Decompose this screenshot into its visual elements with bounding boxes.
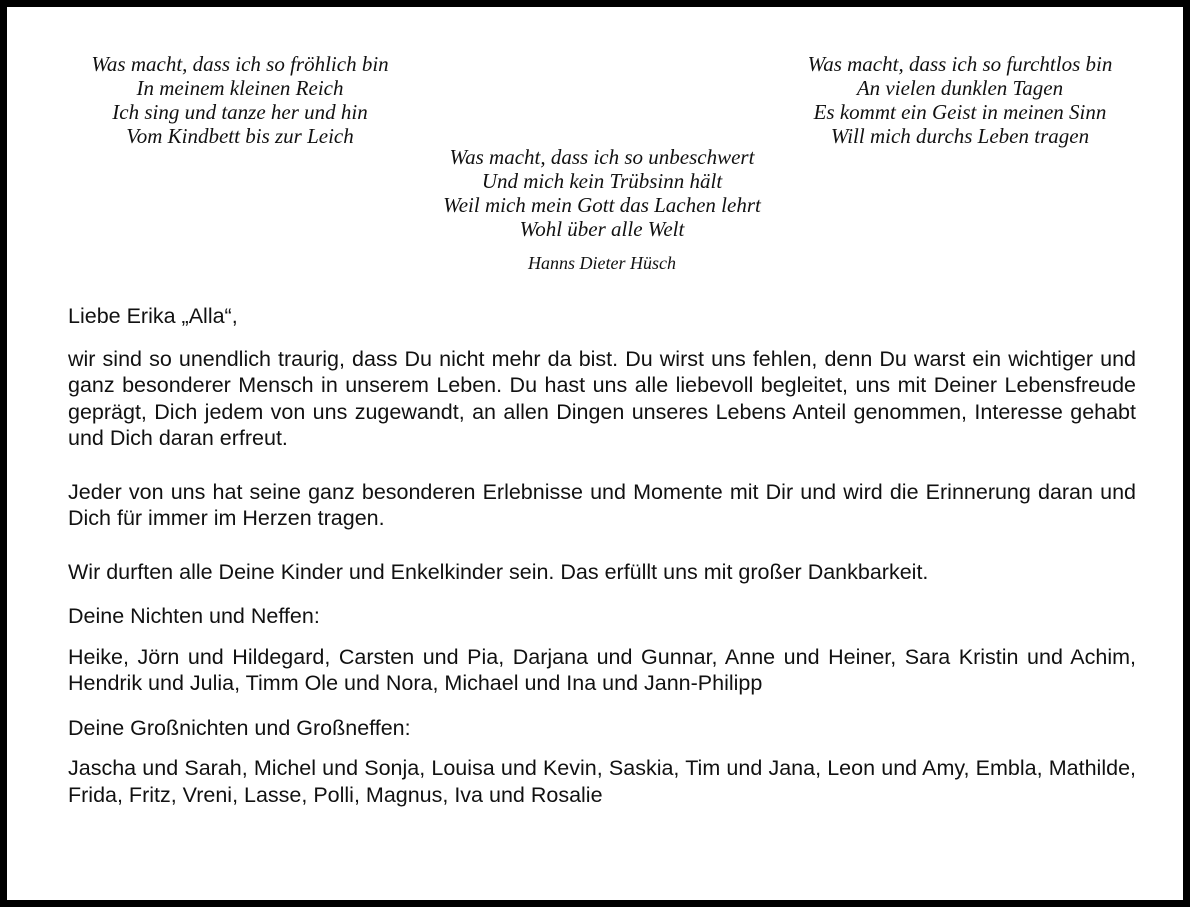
- poem-line: Wohl über alle Welt: [519, 217, 685, 241]
- nieces-names: Heike, Jörn und Hildegard, Carsten und Pia, Darjana und Gunnar, Anne und Heiner, Sara Kristin und Achim, Hendrik und Julia, Timm Ole und Nora, Michael und Ina und Jann-Philipp: [68, 644, 1136, 695]
- poem-line: In meinem kleinen Reich: [136, 76, 344, 100]
- poem-line: Was macht, dass ich so fröhlich bin: [91, 52, 389, 76]
- poem-author: Hanns Dieter Hüsch: [528, 253, 676, 273]
- poem-line: An vielen dunklen Tagen: [856, 76, 1064, 100]
- poem-line: Ich sing und tanze her und hin: [112, 100, 368, 124]
- letter-paragraph: Jeder von uns hat seine ganz besonderen Erlebnisse und Momente mit Dir und wird die Erinnerung daran und Dich für immer im Herzen tragen.: [68, 479, 1136, 530]
- poem-line: Und mich kein Trübsinn hält: [481, 169, 723, 193]
- nieces-heading: Deine Nichten und Neffen:: [68, 604, 320, 628]
- poem-line: Vom Kindbett bis zur Leich: [126, 124, 354, 148]
- grand-nieces-names: Jascha und Sarah, Michel und Sonja, Louisa und Kevin, Saskia, Tim und Jana, Leon und Amy, Embla, Mathilde, Frida, Fritz, Vreni, Lasse, Polli, Magnus, Iva und Rosalie: [68, 756, 1136, 807]
- grand-nieces-heading: Deine Großnichten und Großneffen:: [68, 715, 411, 740]
- poem-stanza-center: [412, 145, 792, 241]
- letter-paragraph: wir sind so unendlich traurig, dass Du nicht mehr da bist. Du wirst uns fehlen, denn Du warst ein wichtiger und ganz besonderer Mensch in unserem Leben. Du hast uns alle liebevoll begleitet, uns mit Deiner Lebensfreude geprägt, Dich jedem von uns zugewandt, an allen Dingen unseres Lebens Anteil genommen, Interesse gehabt und Dich daran erfreut.: [68, 346, 1136, 450]
- letter-salutation: Liebe Erika „Alla“,: [68, 304, 238, 328]
- poem-line: Was macht, dass ich so furchtlos bin: [807, 52, 1113, 76]
- poem-stanza-left: [62, 52, 418, 148]
- poem-stanza-right: [775, 52, 1145, 148]
- letter-paragraph: Wir durften alle Deine Kinder und Enkelkinder sein. Das erfüllt uns mit großer Dankbarkeit.: [68, 559, 929, 584]
- poem-line: Will mich durchs Leben tragen: [830, 124, 1090, 148]
- poem-line: Was macht, dass ich so unbeschwert: [449, 145, 755, 169]
- poem-line: Weil mich mein Gott das Lachen lehrt: [443, 193, 761, 217]
- letter-body: [68, 303, 1136, 808]
- poem-line: Es kommt ein Geist in meinen Sinn: [813, 100, 1107, 124]
